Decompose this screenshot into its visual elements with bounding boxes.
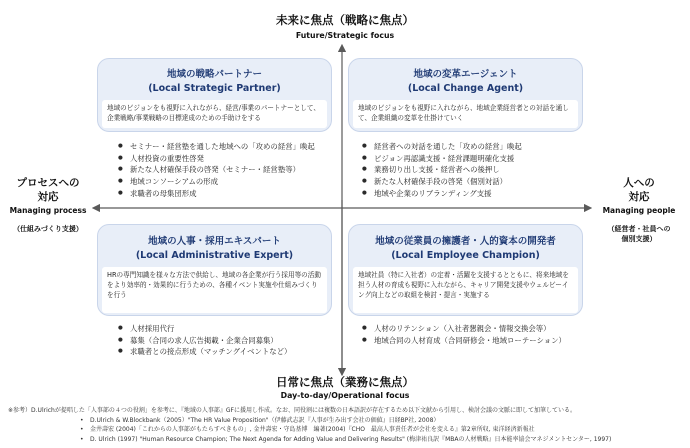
list-item: ● 地域コンソーシアムの形成 — [118, 176, 315, 188]
left-axis-title-2: 対応 — [37, 191, 59, 203]
card-subtitle: (Local Strategic Partner) — [148, 83, 281, 94]
card-strategic-partner — [97, 58, 332, 132]
list-item: ● 人材投資の重要性啓発 — [118, 153, 315, 165]
top-axis-title: 未来に焦点（戦略に焦点） — [276, 13, 414, 27]
left-axis-label — [6, 176, 90, 234]
list-item: ● セミナー・経営塾を通した地域への「攻めの経営」喚起 — [118, 141, 315, 153]
change-agent-bullets — [362, 141, 522, 200]
card-description: 地域社員（特に入社者）の定着・活躍を支援するとともに、将来地域を担う人材の育成も視野に入れながら、キャリア開発支援やウェルビーイング向上などの取組を検討・提言・実施する — [353, 267, 578, 313]
top-axis-subtitle: Future/Strategic focus — [295, 31, 395, 40]
left-axis-title-1: プロセスへの — [16, 177, 80, 189]
list-item: ● 新たな人材確保手段の啓発（個別対話） — [362, 176, 522, 188]
bottom-axis-title: 日常に焦点（業務に焦点） — [276, 375, 414, 389]
employee-champion-bullets — [362, 323, 566, 346]
card-title: 地域の戦略パートナー — [166, 69, 262, 80]
list-item: ● 経営者への対話を通した「攻めの経営」喚起 — [362, 141, 522, 153]
list-item: ● 地域合同の人材育成（合同研修会・地域ローテーション） — [362, 335, 566, 347]
right-axis-title-1: 人への — [623, 177, 655, 189]
card-subtitle: (Local Employee Champion) — [391, 250, 540, 261]
reference-lead: ※参考）D.Ulrichが提唱した「人事部の４つの役割」を参考に、『地域の人事部』GFに援用し作成。なお、同役割には複数の日本語訳が存在するため以下文献から引用し、検討会議の文脈に即して加筆している。 — [8, 407, 576, 414]
reference-item: • D.Ulrich & W.Blockbank（2005）"The HR Value Proposition"（伊藤武志訳『人事が生み出す会社の価値』日経BP社, 2008） — [80, 416, 440, 424]
list-item: ● 地域や企業のリブランディング支援 — [362, 188, 522, 200]
list-item: ● 人材のリテンション（入社者懇親会・情報交換会等） — [362, 323, 566, 335]
list-item: ● 求職者との接点形成（マッチングイベントなど） — [118, 346, 291, 358]
references — [8, 406, 688, 444]
card-title: 地域の変革エージェント — [413, 69, 518, 80]
right-axis-label — [592, 176, 686, 244]
right-axis-subtitle: Managing people — [602, 206, 676, 215]
right-axis-note-1: （経営者・社員への — [607, 225, 671, 233]
administrative-expert-bullets — [118, 323, 291, 358]
right-axis-title-2: 対応 — [628, 191, 650, 203]
list-item: ● ビジョン再認識支援・経営課題明確化支援 — [362, 153, 522, 165]
card-description: 地域のビジョンをも視野に入れながら、地域企業経営者との対話を通して、企業組織の変革を仕掛けていく — [353, 100, 578, 128]
card-administrative-expert — [97, 224, 332, 316]
right-axis-note-2: 個別支援） — [621, 235, 657, 243]
card-change-agent — [348, 58, 583, 132]
reference-item: • D. Ulrich (1997) "Human Resource Champion; The Next Agenda for Adding Value and Delivering Results" (梅津祐良訳『MBAの人材戦略』日本能率協会マネジメントセンター, 1997) — [80, 435, 612, 443]
card-description: 地域のビジョンをも視野に入れながら、経営/事業のパートナーとして、企業戦略/事業戦略の目標達成のための手助けをする — [102, 100, 327, 128]
card-description: HRの専門知識を様々な方法で供給し、地域の各企業が行う採用等の活動をより効率的・効果的に行うための、各種イベント実施や仕組みづくりを行う — [102, 267, 327, 313]
list-item: ● 求職者の母集団形成 — [118, 188, 315, 200]
bottom-axis-subtitle: Day-to-day/Operational focus — [280, 391, 410, 400]
reference-item: • 金井壽宏 (2004)「これからの人事部がもたらすべきもの」, 金井壽宏・守島基博 編著(2004)『CHO 最高人事責任者が会社を変える』第2章所収, 東洋経済新報社 — [80, 426, 535, 434]
list-item: ● 募集（合同の求人広告掲載・企業合同募集） — [118, 335, 291, 347]
card-title: 地域の従業員の擁護者・人的資本の開発者 — [375, 236, 556, 247]
left-axis-subtitle: Managing process — [9, 206, 87, 215]
card-subtitle: (Local Change Agent) — [407, 83, 524, 94]
left-axis-note: （仕組みづくり支援） — [13, 225, 83, 233]
card-subtitle: (Local Administrative Expert) — [135, 250, 294, 261]
list-item: ● 新たな人材確保手段の啓発（セミナー・経営塾等） — [118, 164, 315, 176]
list-item: ● 人材採用代行 — [118, 323, 291, 335]
strategic-partner-bullets — [118, 141, 315, 200]
card-title: 地域の人事・採用エキスパート — [148, 236, 281, 247]
card-employee-champion — [348, 224, 583, 316]
list-item: ● 業務切り出し支援・経営者への後押し — [362, 164, 522, 176]
